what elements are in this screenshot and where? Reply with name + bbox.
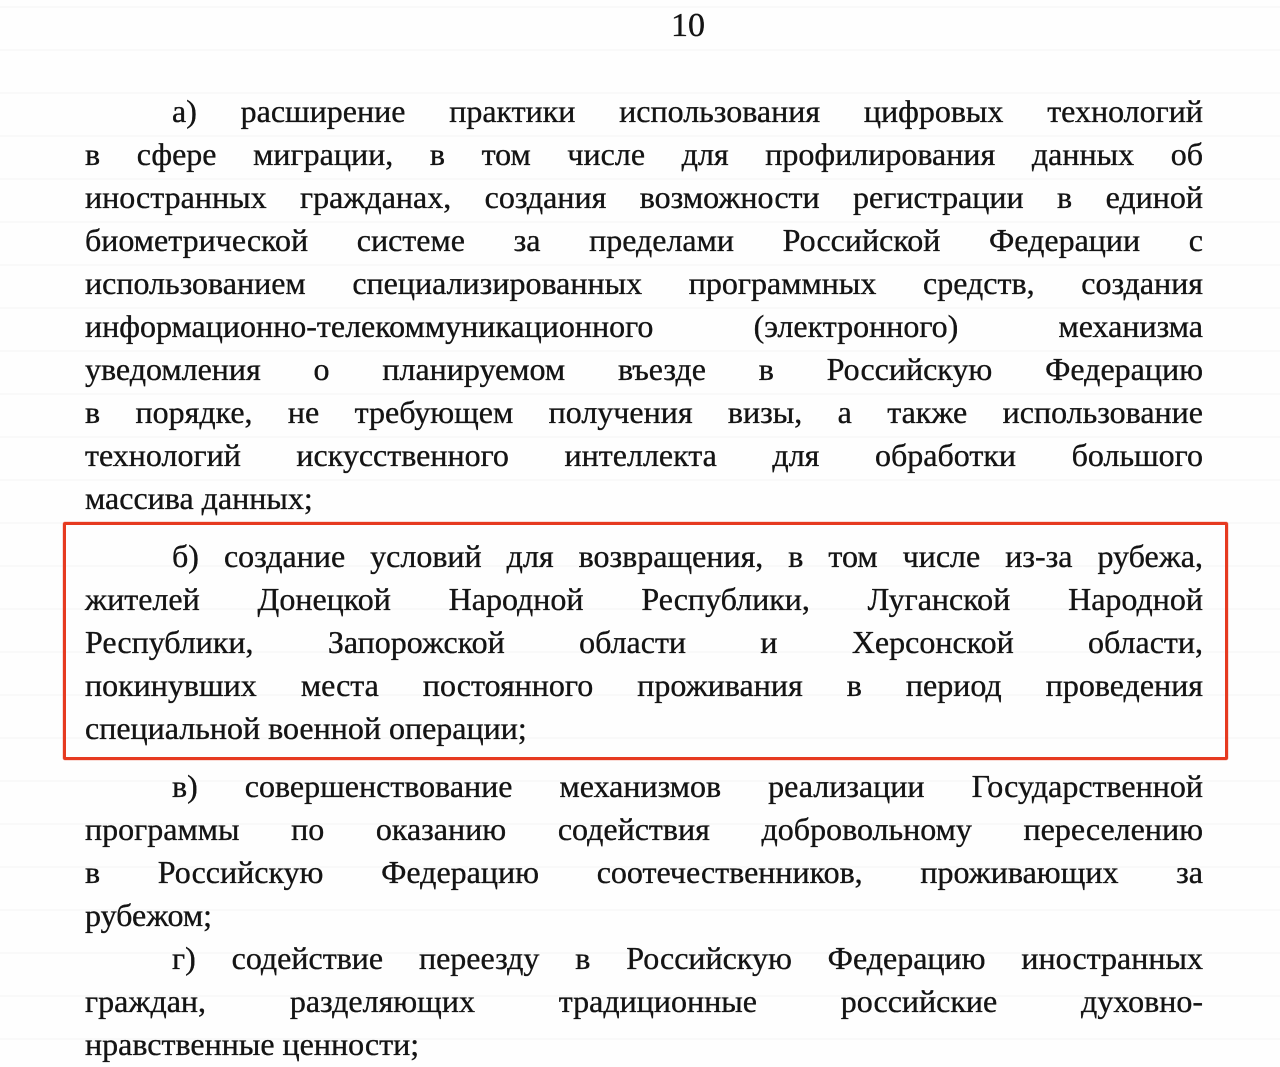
text-line: массива данных; [85,480,313,516]
text-line: г) содействие переезду в Российскую Федерацию иностранных [172,940,1203,976]
text-line: нравственные ценности; [85,1026,420,1062]
text-line: Республики, Запорожской области и Херсонской области, [85,624,1203,660]
page-number: 10 [671,7,705,44]
text-line: б) создание условий для возвращения, в том числе из-за рубежа, [172,538,1203,574]
text-line: программы по оказанию содействия добровольному переселению [85,811,1203,847]
text-line: уведомления о планируемом въезде в Российскую Федерацию [85,351,1203,387]
text-line: специальной военной операции; [85,710,527,746]
text-line: жителей Донецкой Народной Республики, Луганской Народной [85,581,1203,617]
text-line: в сфере миграции, в том числе для профилирования данных об [85,136,1203,172]
text-line: граждан, разделяющих традиционные российские духовно- [85,983,1203,1019]
text-line: рубежом; [85,897,213,933]
text-line: а) расширение практики использования цифровых технологий [172,93,1203,129]
text-line: биометрической системе за пределами Российской Федерации с [85,222,1203,258]
document-page [0,6,1280,1067]
paragraph-highlight-box [63,522,1228,760]
text-line: иностранных гражданах, создания возможности регистрации в единой [85,179,1203,215]
text-line: технологий искусственного интеллекта для обработки большого [85,437,1203,473]
text-line: в порядке, не требующем получения визы, а также использование [85,394,1203,430]
paragraph [85,937,1203,1066]
paragraph [85,90,1203,520]
paragraph [85,765,1203,937]
text-line: покинувших места постоянного проживания в период проведения [85,667,1203,703]
text-line: в Российскую Федерацию соотечественников, проживающих за [85,854,1203,890]
text-line: в) совершенствование механизмов реализации Государственной [172,768,1203,804]
document-body [85,90,1203,1066]
text-line: использованием специализированных программных средств, создания [85,265,1203,301]
text-line: информационно-телекоммуникационного (электронного) механизма [85,308,1203,344]
